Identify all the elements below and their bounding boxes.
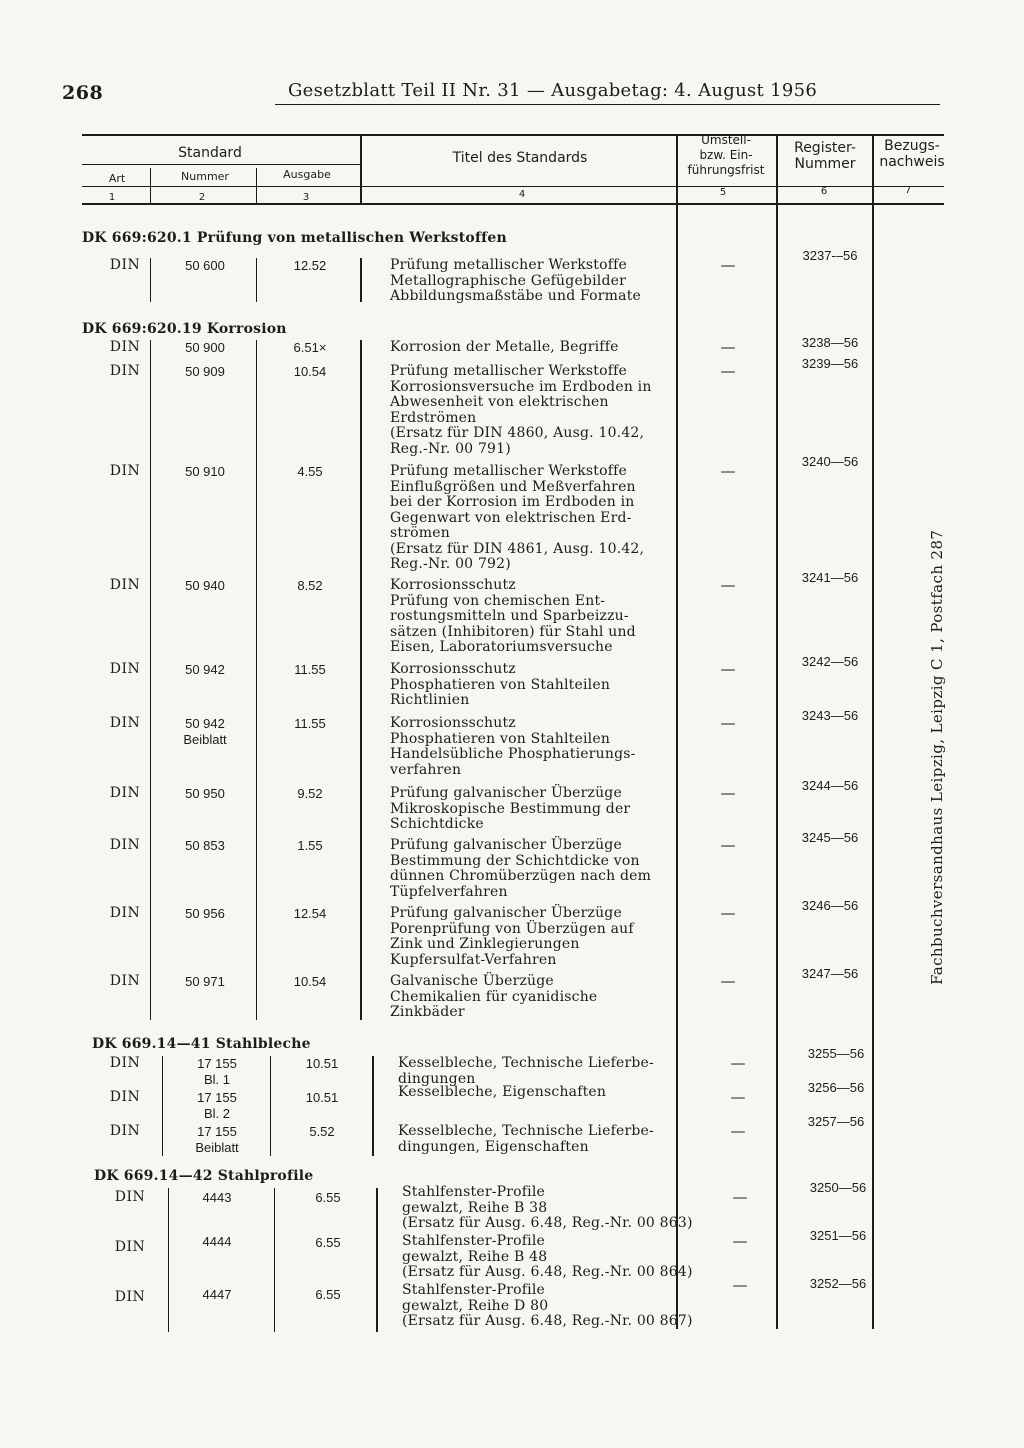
col-number-3: 3: [302, 192, 310, 203]
nummer: 50 956: [185, 906, 225, 921]
titel-line: Abwesenheit von elektrischen: [390, 394, 609, 410]
header-nummer: Nummer: [181, 170, 229, 183]
nummer-line: Beiblatt: [195, 1139, 239, 1155]
ausgabe: 12.52: [293, 258, 327, 273]
titel-line: dünnen Chromüberzügen nach dem: [390, 868, 652, 884]
titel-line: Stahlfenster-Profile: [402, 1233, 546, 1249]
register-nummer: 3238—56: [801, 335, 859, 350]
frist: —: [720, 904, 736, 922]
titel: [402, 1283, 692, 1330]
titel: [390, 786, 680, 833]
page-number: 268: [62, 82, 104, 104]
art: DIN: [109, 973, 141, 989]
titel: [390, 340, 680, 356]
titel-line: Phosphatieren von Stahlteilen: [390, 676, 611, 693]
frist: —: [720, 338, 736, 356]
titel: [398, 1124, 688, 1155]
ausgabe: 6.55: [315, 1287, 341, 1302]
row-divider: [168, 1188, 169, 1332]
register-nummer: 3244—56: [801, 778, 859, 793]
row-divider: [376, 1188, 378, 1332]
ausgabe: 10.51: [305, 1090, 339, 1105]
nummer: 50 940: [185, 578, 225, 593]
ausgabe: 6.55: [315, 1235, 341, 1250]
titel: [390, 906, 680, 968]
art: DIN: [114, 1189, 146, 1205]
titel: [390, 364, 680, 457]
titel-line: strömen: [390, 525, 450, 541]
titel-line: (Ersatz für DIN 4861, Ausg. 10.42,: [390, 540, 645, 557]
nummer: 4443: [202, 1190, 232, 1205]
ausgabe: 1.55: [297, 838, 323, 853]
titel-line: Erdströmen: [390, 409, 477, 426]
titel-line: Galvanische Überzüge: [390, 973, 554, 989]
nummer: [172, 1056, 262, 1087]
nummer-line: Bl. 1: [203, 1071, 230, 1087]
titel-line: Chemikalien für cyanidische: [390, 988, 598, 1005]
titel-line: Korrosionsversuche im Erdboden in: [390, 378, 652, 395]
titel: [390, 258, 680, 305]
art: DIN: [109, 785, 141, 801]
table-top-rule: [82, 134, 944, 136]
titel: [390, 716, 680, 778]
titel-line: Reg.-Nr. 00 792): [390, 556, 511, 572]
art: DIN: [109, 1055, 141, 1071]
titel-line: gewalzt, Reihe B 48: [402, 1248, 548, 1265]
titel-line: Prüfung galvanischer Überzüge: [390, 785, 622, 801]
ausgabe: 10.54: [293, 364, 327, 379]
frist: —: [720, 784, 736, 802]
nummer: 50 909: [185, 364, 225, 379]
col-number-6: 6: [820, 186, 828, 197]
ausgabe: 9.52: [297, 786, 323, 801]
nummer: 50 950: [185, 786, 225, 801]
titel-line: Metallographische Gefügebilder: [390, 272, 626, 289]
titel-line: Zink und Zinklegierungen: [390, 936, 580, 952]
ausgabe: 11.55: [294, 662, 326, 677]
register-nummer: 3256—56: [807, 1080, 865, 1095]
register-nummer: 3250—56: [809, 1180, 867, 1195]
frist: —: [720, 362, 736, 380]
col-number-4: 4: [518, 189, 526, 200]
nummer: 50 910: [185, 464, 225, 479]
col-number-2: 2: [198, 192, 206, 203]
titel-line: Korrosionsschutz: [390, 577, 516, 593]
titel-line: Kesselbleche, Technische Lieferbe-: [398, 1123, 654, 1139]
titel: [398, 1085, 688, 1101]
register-nummer: 3255—56: [807, 1046, 865, 1061]
register-nummer: 3247—56: [801, 966, 859, 981]
titel-line: (Ersatz für Ausg. 6.48, Reg.-Nr. 00 863): [402, 1215, 693, 1231]
col-number-5: 5: [719, 187, 727, 198]
ausgabe: 6.51×: [293, 340, 327, 355]
titel: [398, 1056, 688, 1087]
titel-line: Porenprüfung von Überzügen auf: [390, 920, 634, 937]
titel-line: rostungsmitteln und Sparbeizzu-: [390, 608, 629, 624]
art: DIN: [109, 339, 141, 355]
titel-line: Korrosionsschutz: [390, 661, 516, 677]
nummer: 4444: [202, 1234, 232, 1249]
header-bezugs-line-2: nachweis: [879, 154, 945, 170]
titel: [390, 974, 680, 1021]
row-divider: [256, 258, 257, 302]
nummer: 50 853: [185, 838, 225, 853]
frist: —: [732, 1188, 748, 1206]
col-divider-register: [776, 134, 778, 1329]
titel-line: Kesselbleche, Technische Lieferbe-: [398, 1055, 654, 1071]
register-nummer: 3246—56: [801, 898, 859, 913]
titel-line: Prüfung metallischer Werkstoffe: [390, 257, 627, 273]
register-nummer: 3257—56: [807, 1114, 865, 1129]
nummer-line: 17 155: [197, 1090, 237, 1105]
header-bezugs: [872, 138, 952, 170]
row-divider: [274, 1188, 275, 1332]
titel-line: Tüpfelverfahren: [390, 883, 508, 900]
register-nummer: 3245—56: [801, 830, 859, 845]
titel-line: Bestimmung der Schichtdicke von: [390, 852, 640, 869]
frist: —: [720, 660, 736, 678]
art: DIN: [109, 363, 141, 379]
titel-line: Handelsübliche Phosphatierungs-: [390, 746, 636, 762]
header-frist-line-2: bzw. Ein-: [699, 148, 753, 162]
nummer: 50 942: [185, 662, 225, 677]
titel: [390, 578, 680, 656]
titel: [390, 662, 680, 709]
nummer: 50 971: [185, 974, 225, 989]
art: DIN: [109, 257, 141, 273]
titel-line: Prüfung von chemischen Ent-: [390, 592, 606, 609]
header-sep-2: [256, 168, 257, 203]
art: DIN: [109, 577, 141, 593]
titel-line: gewalzt, Reihe D 80: [402, 1297, 549, 1314]
row-divider: [360, 258, 362, 302]
frist: —: [732, 1276, 748, 1294]
nummer: 50 900: [185, 340, 225, 355]
header-frist: [676, 133, 776, 178]
frist: —: [730, 1122, 746, 1140]
section-heading: DK 669:620.19 Korrosion: [82, 321, 287, 337]
titel-line: Prüfung metallischer Werkstoffe: [390, 363, 627, 379]
col-number-7: 7: [904, 185, 912, 196]
frist: —: [730, 1088, 746, 1106]
frist: —: [720, 836, 736, 854]
titel-line: Korrosionsschutz: [390, 715, 516, 731]
titel-line: (Ersatz für Ausg. 6.48, Reg.-Nr. 00 867): [402, 1313, 693, 1329]
ausgabe: 10.54: [293, 974, 327, 989]
register-nummer: 3237-–56: [802, 248, 858, 263]
titel: [390, 464, 680, 573]
titel-line: sätzen (Inhibitoren) für Stahl und: [390, 623, 636, 640]
titel-line: Zinkbäder: [390, 1004, 465, 1020]
titel-line: Kupfersulfat-Verfahren: [390, 951, 557, 968]
header-titel: Titel des Standards: [452, 150, 588, 166]
header-standard-rule: [82, 164, 360, 165]
art: DIN: [109, 661, 141, 677]
col-divider-titel: [360, 134, 362, 205]
register-nummer: 3242—56: [801, 654, 859, 669]
nummer-line: 17 155: [197, 1056, 237, 1071]
margin-note: Fachbuchversandhaus Leipzig, Leipzig C 1, Postfach 287: [928, 529, 946, 985]
header-art: Art: [108, 172, 126, 185]
row-divider: [256, 340, 257, 1020]
header-bottom-rule: [82, 203, 944, 205]
header-ausgabe: Ausgabe: [283, 168, 331, 181]
header-register-line-1: Register-: [794, 140, 856, 156]
art: DIN: [109, 463, 141, 479]
section-heading: DK 669.14—42 Stahlprofile: [94, 1168, 314, 1184]
titel-line: Einflußgrößen und Meßverfahren: [390, 478, 636, 495]
titel-line: Mikroskopische Bestimmung der: [390, 800, 631, 817]
nummer-line: 17 155: [197, 1124, 237, 1139]
titel-line: Stahlfenster-Profile: [402, 1282, 546, 1298]
ausgabe: 6.55: [315, 1190, 341, 1205]
header-register-line-2: Nummer: [794, 156, 856, 172]
art: DIN: [109, 1089, 141, 1105]
titel-line: Stahlfenster-Profile: [402, 1184, 546, 1200]
frist: —: [732, 1232, 748, 1250]
section-heading: DK 669:620.1 Prüfung von metallischen Werkstoffen: [82, 230, 507, 246]
titel-line: verfahren: [390, 761, 462, 778]
nummer: 4447: [202, 1287, 232, 1302]
register-nummer: 3243—56: [801, 708, 859, 723]
register-nummer: 3252—56: [809, 1276, 867, 1291]
titel-line: Korrosion der Metalle, Begriffe: [390, 339, 619, 355]
titel-line: Reg.-Nr. 00 791): [390, 440, 511, 457]
register-nummer: 3239—56: [801, 356, 859, 371]
running-head: Gesetzblatt Teil II Nr. 31 — Ausgabetag: 4. August 1956: [288, 80, 818, 101]
row-divider: [372, 1056, 374, 1156]
titel-line: Gegenwart von elektrischen Erd-: [390, 509, 632, 526]
titel-line: Prüfung metallischer Werkstoffe: [390, 463, 627, 479]
col-divider-bezugs: [872, 134, 874, 1329]
frist: —: [720, 714, 736, 732]
frist: —: [720, 256, 736, 274]
titel-line: Richtlinien: [390, 692, 470, 708]
register-nummer: 3241—56: [801, 570, 859, 585]
header-rule: [275, 104, 940, 105]
titel-line: gewalzt, Reihe B 38: [402, 1199, 548, 1216]
row-divider: [162, 1056, 163, 1156]
titel: [390, 838, 680, 900]
titel-line: Schichtdicke: [390, 816, 484, 832]
titel-line: dingungen, Eigenschaften: [398, 1138, 589, 1155]
ausgabe: 8.52: [297, 578, 323, 593]
header-frist-line-3: führungsfrist: [687, 163, 765, 177]
col-number-1: 1: [108, 192, 116, 203]
section-heading: DK 669.14—41 Stahlbleche: [92, 1036, 311, 1052]
art: DIN: [114, 1239, 146, 1255]
nummer-line: Beiblatt: [183, 731, 227, 747]
nummer-line: 50 942: [185, 716, 225, 731]
register-nummer: 3251—56: [809, 1228, 867, 1243]
frist: —: [720, 576, 736, 594]
nummer: [172, 1124, 262, 1155]
titel: [402, 1234, 692, 1281]
nummer: 50 600: [185, 258, 225, 273]
titel: [402, 1185, 692, 1232]
frist: —: [720, 462, 736, 480]
art: DIN: [114, 1289, 146, 1305]
titel-line: Phosphatieren von Stahlteilen: [390, 730, 611, 747]
titel-line: dingungen: [398, 1070, 476, 1087]
frist: —: [720, 972, 736, 990]
ausgabe: 10.51: [305, 1056, 339, 1071]
ausgabe: 11.55: [294, 716, 326, 731]
titel-line: Prüfung galvanischer Überzüge: [390, 837, 622, 853]
titel-line: (Ersatz für DIN 4860, Ausg. 10.42,: [390, 425, 645, 441]
titel-line: Abbildungsmaßstäbe und Formate: [390, 288, 642, 304]
frist: —: [730, 1054, 746, 1072]
art: DIN: [109, 1123, 141, 1139]
art: DIN: [109, 715, 141, 731]
ausgabe: 4.55: [297, 464, 323, 479]
nummer-line: Bl. 2: [203, 1105, 230, 1121]
titel-line: Prüfung galvanischer Überzüge: [390, 905, 622, 921]
art: DIN: [109, 905, 141, 921]
register-nummer: 3240—56: [801, 454, 859, 469]
header-bezugs-line-1: Bezugs-: [884, 138, 940, 154]
row-divider: [270, 1056, 271, 1156]
header-frist-line-1: Umstell-: [701, 133, 751, 147]
titel-line: (Ersatz für Ausg. 6.48, Reg.-Nr. 00 864): [402, 1264, 693, 1280]
ausgabe: 12.54: [293, 906, 327, 921]
art: DIN: [109, 837, 141, 853]
titel-line: Eisen, Laboratoriumsversuche: [390, 639, 613, 655]
ausgabe: 5.52: [309, 1124, 335, 1139]
row-divider: [360, 340, 362, 1020]
titel-line: bei der Korrosion im Erdboden in: [390, 494, 635, 510]
titel-line: Kesselbleche, Eigenschaften: [398, 1084, 607, 1100]
header-standard: Standard: [178, 145, 242, 161]
nummer: [160, 716, 250, 747]
nummer: [172, 1090, 262, 1121]
header-sep-1: [150, 168, 151, 203]
header-register: [778, 140, 872, 172]
